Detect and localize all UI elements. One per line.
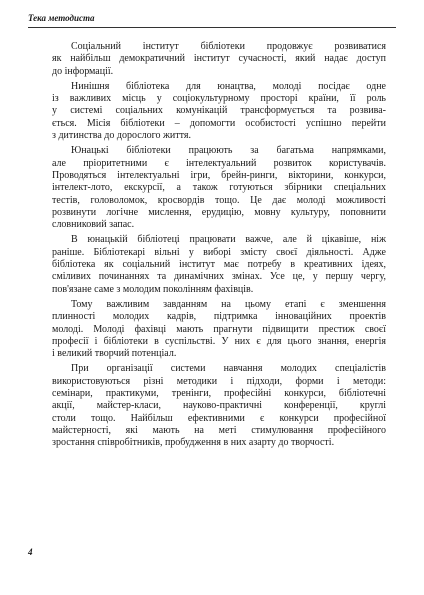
paragraph <box>52 81 386 142</box>
text-line: з дитинства до дорослого життя. <box>52 130 191 142</box>
paragraph <box>52 363 386 449</box>
text-line: сміливих починаннях та динамічних змінах. Усе це, у першу чергу, <box>52 271 386 283</box>
running-head: Тека методиста <box>28 13 95 23</box>
text-line: із важливих місць у соціокультурному просторі країни, її роль <box>52 93 386 105</box>
text-line: молоді. Молоді фахівці мають прагнути підвищити престиж своєї <box>52 323 386 335</box>
text-line: розвинути логічне мислення, ерудицію, мовну культуру, поповнити <box>52 206 386 218</box>
text-line: В юнацькій бібліотеці працювати важче, але й цікавіше, ніж <box>71 234 386 246</box>
body-text <box>52 41 386 453</box>
text-line: словниковий запас. <box>52 219 135 231</box>
text-line: зростання співробітників, пробудження в них азарту до творчості. <box>52 437 335 449</box>
text-line: майстерності, які мають на меті стимулювання професійного <box>52 424 386 436</box>
text-line: і великий творчий потенціал. <box>52 348 177 360</box>
paragraph <box>52 41 386 78</box>
text-line: використовуються різні методики і підходи, форми і методи: <box>52 375 386 387</box>
page-number: 4 <box>28 547 33 557</box>
text-line: як найбільш демократичний інститут сучасності, який надає доступ <box>52 53 386 65</box>
paragraph <box>52 299 386 360</box>
text-line: акції, майстер-класи, науково-практичні конференції, круглі <box>52 400 386 412</box>
text-line: столи тощо. Найбільш ефективними є конкурси професійної <box>52 412 386 424</box>
text-line: плинності молодих кадрів, підтримка інноваційних проектів <box>52 311 386 323</box>
text-line: раніше. Бібліотекарі вільні у виборі змісту своєї діяльності. Адже <box>52 246 386 258</box>
text-line: тестів, головоломок, кросвордів тощо. Це дає молоді можливості <box>52 194 386 206</box>
text-line: семінари, практикуми, тренінги, професійні конкурси, бібліотечні <box>52 388 386 400</box>
text-line: інтелект-лото, екскурсії, а також готуються збірники спеціальних <box>52 182 386 194</box>
paragraph <box>52 145 386 231</box>
text-line: пов'язане саме з молодим поколінням фахівців. <box>52 283 254 295</box>
text-line: бібліотека як соціальний інститут має потребу в креативних ідеях, <box>52 259 386 271</box>
text-line: Проводяться інтелектуальні ігри, брейн-ринги, вікторини, конкурси, <box>52 169 386 181</box>
text-line: до інформації. <box>52 65 114 77</box>
text-line: Соціальний інститут бібліотеки продовжує розвиватися <box>71 41 386 52</box>
text-line: Юнацькі бібліотеки працюють за багатьма напрямками, <box>71 145 386 157</box>
text-line: ється. Місія бібліотеки – допомогти особистості успішно перейти <box>52 117 386 129</box>
paragraph <box>52 234 386 295</box>
text-line: але пріоритетними є інтелектуальний розвиток користувачів. <box>52 157 386 169</box>
text-line: Нинішня бібліотека для юнацтва, молоді посідає одне <box>71 80 386 92</box>
header-rule <box>28 27 396 28</box>
text-line: у системі соціальних комунікацій трансформується та розвива- <box>52 105 386 117</box>
text-line: професії і бібліотеки в суспільстві. У них є для цього знання, енергія <box>52 335 386 347</box>
text-line: При організації системи навчання молодих спеціалістів <box>71 363 386 375</box>
text-line: Тому важливим завданням на цьому етапі є зменшення <box>71 298 386 310</box>
